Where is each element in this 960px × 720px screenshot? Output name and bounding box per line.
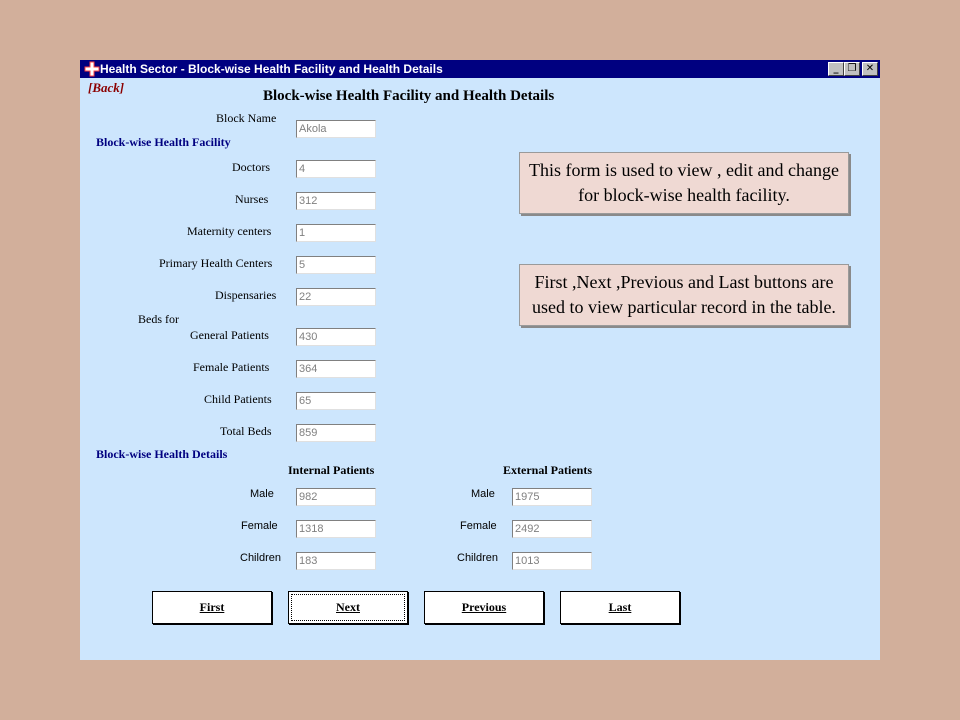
doctors-field[interactable]: 4 [296, 160, 376, 178]
internal-female-field[interactable]: 1318 [296, 520, 376, 538]
external-female-label: Female [460, 520, 497, 532]
navigation-buttons-note: First ,Next ,Previous and Last buttons are used to view particular record in the table. [519, 264, 849, 326]
internal-children-label: Children [240, 552, 281, 564]
primary-health-centers-label: Primary Health Centers [159, 256, 273, 270]
general-patients-label: General Patients [190, 328, 269, 342]
external-children-field[interactable]: 1013 [512, 552, 592, 570]
doctors-label: Doctors [232, 160, 270, 174]
window-title: Health Sector - Block-wise Health Facility and Health Details [100, 62, 443, 76]
nurses-field[interactable]: 312 [296, 192, 376, 210]
title-bar[interactable] [80, 60, 880, 78]
next-button[interactable]: Next [288, 591, 408, 624]
restore-icon[interactable]: ❐ [844, 62, 860, 76]
minimize-icon[interactable]: _ [828, 62, 844, 76]
block-name-label: Block Name [216, 111, 277, 125]
first-button[interactable]: First [152, 591, 272, 624]
internal-children-field[interactable]: 183 [296, 552, 376, 570]
details-section-heading: Block-wise Health Details [96, 447, 228, 461]
female-patients-label: Female Patients [193, 360, 270, 374]
maternity-centers-field[interactable]: 1 [296, 224, 376, 242]
child-patients-field[interactable]: 65 [296, 392, 376, 410]
internal-female-label: Female [241, 520, 278, 532]
form-title: Block-wise Health Facility and Health Details [263, 88, 555, 104]
external-male-field[interactable]: 1975 [512, 488, 592, 506]
previous-button[interactable]: Previous [424, 591, 544, 624]
dispensaries-label: Dispensaries [215, 288, 277, 302]
health-cross-icon [84, 61, 100, 77]
internal-male-field[interactable]: 982 [296, 488, 376, 506]
block-name-field[interactable]: Akola [296, 120, 376, 138]
beds-for-label: Beds for [138, 312, 179, 326]
primary-health-centers-field[interactable]: 5 [296, 256, 376, 274]
nurses-label: Nurses [235, 192, 269, 206]
close-icon[interactable]: ✕ [862, 62, 878, 76]
facility-section-heading: Block-wise Health Facility [96, 135, 231, 149]
back-link[interactable]: [Back] [88, 80, 125, 95]
external-children-label: Children [457, 552, 498, 564]
last-button[interactable]: Last [560, 591, 680, 624]
general-patients-field[interactable]: 430 [296, 328, 376, 346]
total-beds-label: Total Beds [220, 424, 272, 438]
dispensaries-field[interactable]: 22 [296, 288, 376, 306]
maternity-centers-label: Maternity centers [187, 224, 272, 238]
internal-male-label: Male [250, 488, 274, 500]
female-patients-field[interactable]: 364 [296, 360, 376, 378]
external-male-label: Male [471, 488, 495, 500]
external-female-field[interactable]: 2492 [512, 520, 592, 538]
total-beds-field[interactable]: 859 [296, 424, 376, 442]
child-patients-label: Child Patients [204, 392, 272, 406]
form-usage-note: This form is used to view , edit and change for block-wise health facility. [519, 152, 849, 214]
external-patients-heading: External Patients [503, 463, 592, 477]
internal-patients-heading: Internal Patients [288, 463, 375, 477]
application-window [80, 60, 880, 660]
